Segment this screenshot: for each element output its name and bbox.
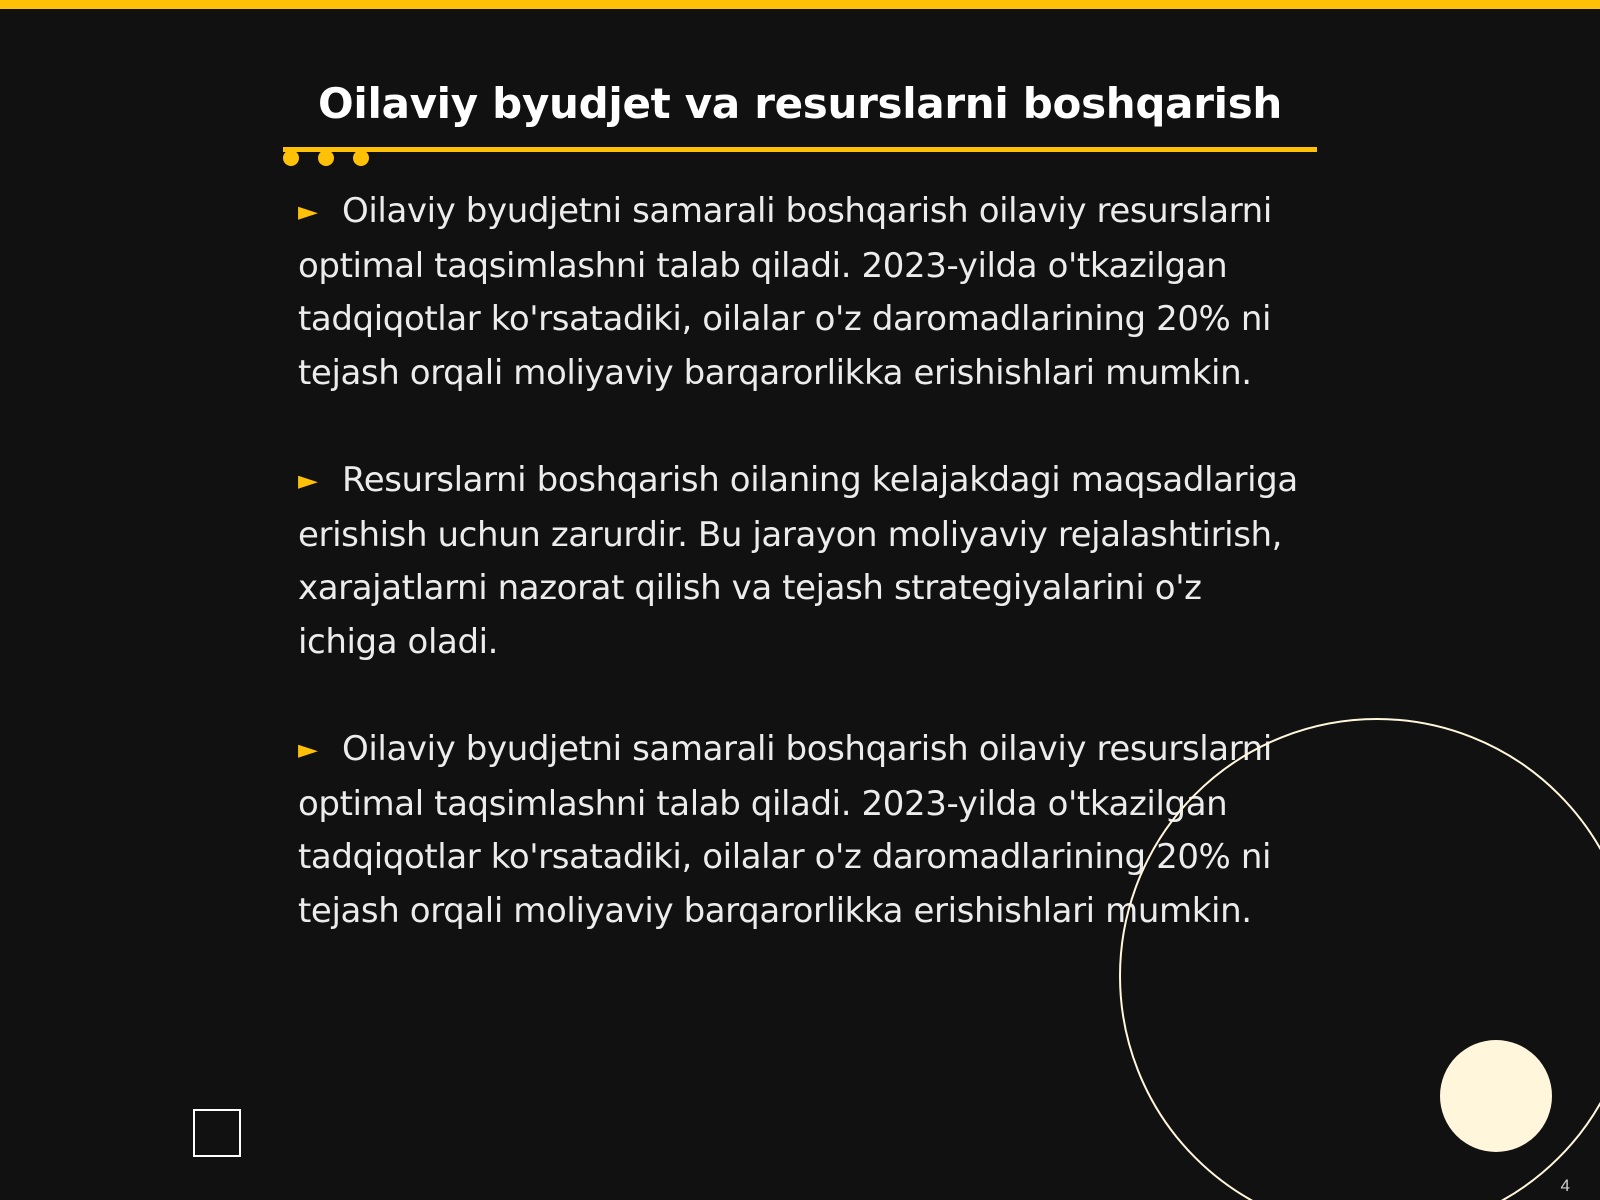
slide-title: Oilaviy byudjet va resurslarni boshqarish bbox=[317, 79, 1283, 128]
accent-dot bbox=[353, 150, 369, 166]
page-number: 4 bbox=[1560, 1176, 1570, 1195]
bullet-text: Oilaviy byudjetni samarali boshqarish oilaviy resurslarni optimal taqsimlashni talab qiladi. 2023-yilda o'tkazilgan tadqiqotlar ko'rsatadiki, oilalar o'z daromadlarining 20% ni tejash orqali moliyaviy barqarorlikka erishishlari mumkin. bbox=[298, 191, 1272, 393]
bullet-text: Oilaviy byudjetni samarali boshqarish oilaviy resurslarni optimal taqsimlashni talab qiladi. 2023-yilda o'tkazilgan tadqiqotlar ko'rsatadiki, oilalar o'z daromadlarining 20% ni tejash orqali moliyaviy barqarorlikka erishishlari mumkin. bbox=[298, 729, 1272, 931]
bullet-text: Resurslarni boshqarish oilaning kelajakdagi maqsadlariga erishish uchun zarurdir. Bu jarayon moliyaviy rejalashtirish, xarajatlarni nazorat qilish va tejash strategiyalarini o'z ichiga oladi. bbox=[298, 460, 1298, 662]
bullet-arrow-icon: ► bbox=[298, 735, 318, 765]
bullet-arrow-icon: ► bbox=[298, 197, 318, 227]
decorative-filled-circle bbox=[1440, 1040, 1552, 1152]
top-accent-bar bbox=[0, 0, 1600, 9]
bullet-item bbox=[298, 185, 1308, 400]
title-underline bbox=[283, 147, 1317, 152]
bullet-item bbox=[298, 454, 1308, 669]
decorative-square bbox=[193, 1109, 241, 1157]
bullet-arrow-icon: ► bbox=[298, 466, 318, 496]
accent-dot bbox=[318, 150, 334, 166]
accent-dot bbox=[283, 150, 299, 166]
